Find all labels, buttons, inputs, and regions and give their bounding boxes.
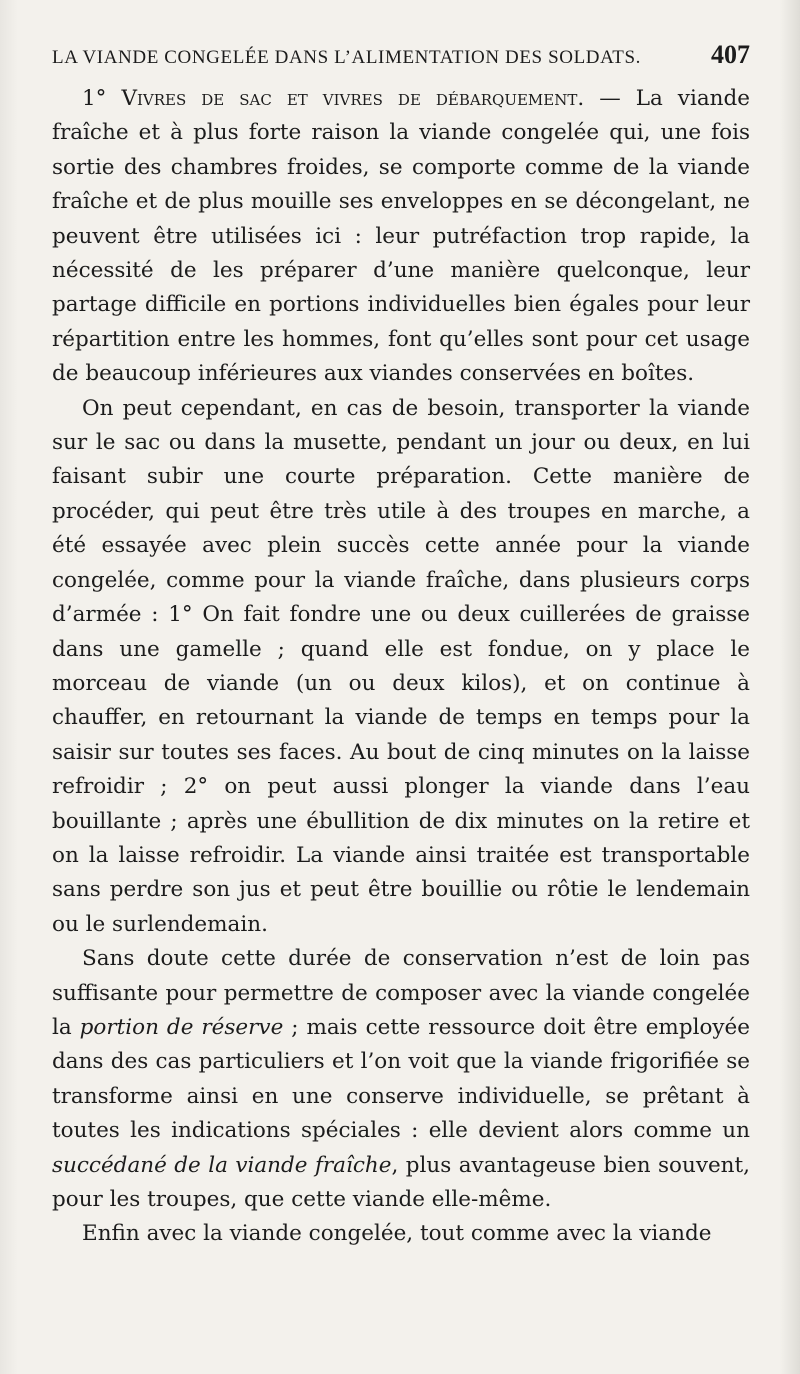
running-head bbox=[52, 40, 750, 76]
paragraph-1 bbox=[52, 82, 750, 392]
emphasis-portion-de-reserve: portion de réserve bbox=[79, 1014, 284, 1040]
paragraph-2-text: On peut cependant, en cas de besoin, transporter la viande sur le sac ou dans la musette, pendant un jour ou deux, en lui faisant subir une courte préparation. Cette manière de procéder, qui peut être très utile à des troupes en marche, a été essayée avec plein succès cette année pour la viande congelée, comme pour la viande fraîche, dans plusieurs corps d’armée : 1° On fait fondre une ou deux cuillerées de graisse dans une gamelle ; quand elle est fondue, on y place le morceau de viande (un ou deux kilos), et on continue à chauffer, en retournant la viande de temps en temps pour la saisir sur toutes ses faces. Au bout de cinq minutes on la laisse refroidir ; 2° on peut aussi plonger la viande dans l’eau bouillante ; après une ébullition de dix minutes on la retire et on la laisse refroidir. La viande ainsi traitée est transportable sans perdre son jus et peut être bouillie ou rôtie le lendemain ou le surlendemain. bbox=[52, 395, 750, 937]
paragraph-1-text: — La viande fraîche et à plus forte raison la viande congelée qui, une fois sortie des chambres froides, se comporte comme de la viande fraîche et de plus mouille ses enveloppes en se décongelant, ne peuvent être utilisées ici : leur putréfaction trop rapide, la nécessité de les préparer d’une manière quelconque, leur partage difficile en portions individuelles bien égales pour leur répartition entre les hommes, font qu’elles sont pour cet usage de beaucoup inférieures aux viandes conservées en boîtes. bbox=[52, 86, 750, 387]
paragraph-3 bbox=[52, 942, 750, 1217]
section-heading: 1° Vivres de sac et vivres de débarquement. bbox=[82, 86, 585, 111]
paragraph-2 bbox=[52, 392, 750, 943]
paragraph-4 bbox=[52, 1217, 750, 1251]
emphasis-succedane: succédané de la viande fraîche bbox=[52, 1152, 392, 1178]
body-text bbox=[52, 82, 750, 1252]
paragraph-4-text: Enfin avec la viande congelée, tout comme avec la viande bbox=[82, 1221, 712, 1247]
running-title: LA VIANDE CONGELÉE DANS L’ALIMENTATION DES SOLDATS. bbox=[52, 47, 642, 68]
paragraph-3-part2: ; mais cette ressource doit être employée dans des cas particuliers et l’on voit que la viande frigorifiée se transforme ainsi en une conserve individuelle, se prêtant à toutes les indications spéciales : elle devient alors comme un bbox=[52, 1014, 750, 1144]
paragraph-3-part3: , plus avantageuse bien souvent, pour les troupes, que cette viande elle-même. bbox=[52, 1152, 751, 1212]
paragraph-3-part1: Sans doute cette durée de conservation n’est de loin pas suffisante pour permettre de composer avec la viande congelée la bbox=[52, 946, 750, 1040]
page-number: 407 bbox=[711, 40, 750, 69]
